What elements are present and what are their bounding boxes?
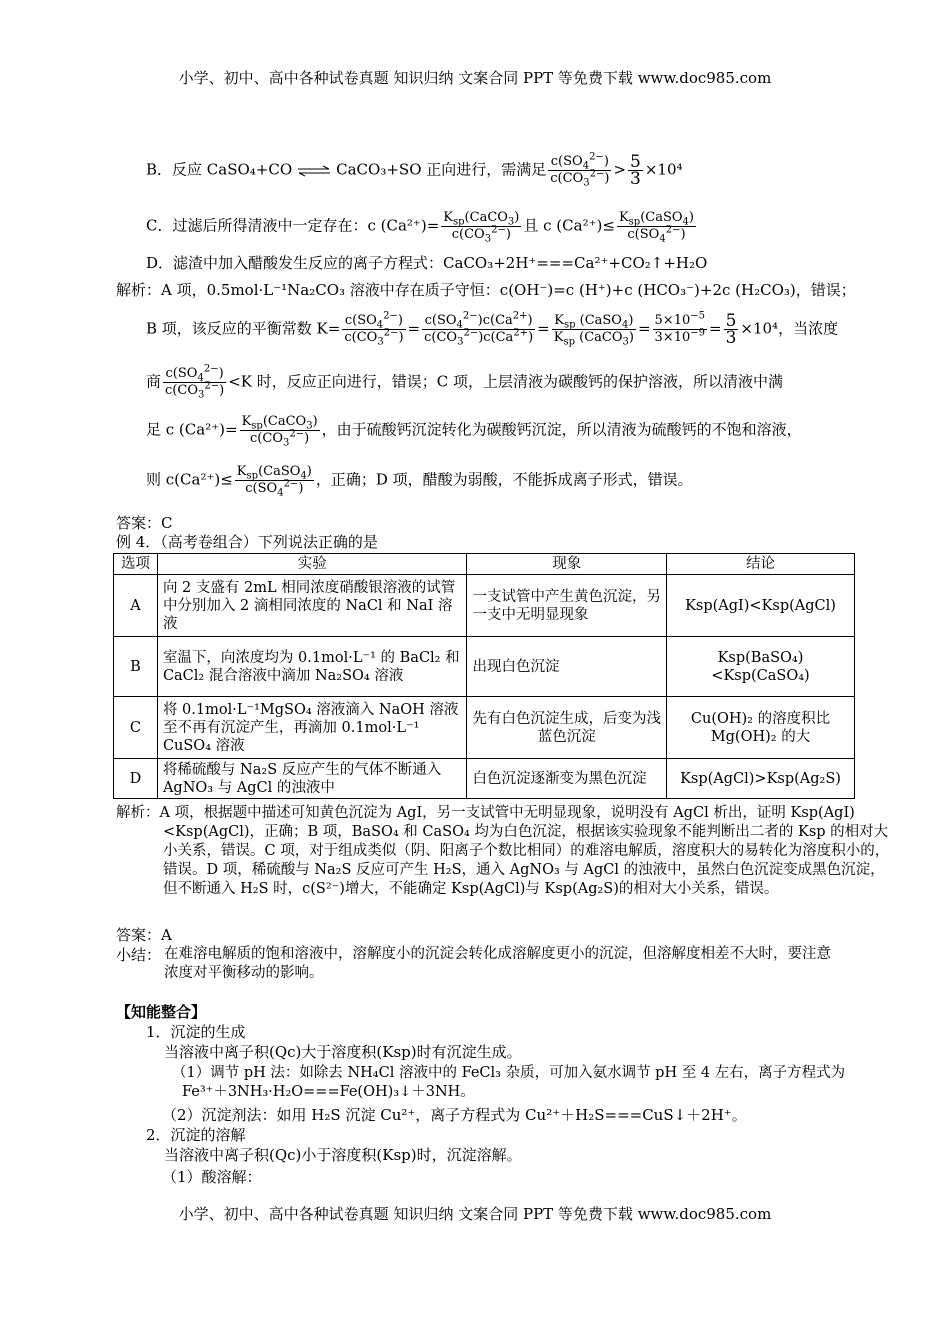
col-header-conclusion: 结论 <box>667 554 855 575</box>
option-b: B．反应 CaSO₄+CO CaCO₃+SO 正向进行，需满足 $\frac{c(SO_4^{2-})}{c(CO_3^{2-})}$ > $\frac{5}{3}$ ×10⁴ <box>146 151 683 189</box>
row-observation: 白色沉淀逐渐变为黑色沉淀 <box>467 759 667 799</box>
fraction-ksp-caco3: $\frac{K_{sp}(CaCO_3)}{c(CO_3^{2-})}$ <box>443 210 520 245</box>
row-conclusion: Cu(OH)₂ 的溶度积比 Mg(OH)₂ 的大 <box>667 697 855 759</box>
q3-analysis-line1: 解析：A 项，0.5mol·L⁻¹Na₂CO₃ 溶液中存在质子守恒：c(OH⁻)=c (H⁺)+c (HCO₃⁻)+2c (H₂CO₃)，错误； <box>116 281 856 299</box>
option-c: C．过滤后所得清液中一定存在：c (Ca²⁺)= $\frac{K_{sp}(CaCO_3)}{c(CO_3^{2-})}$ 且 c (Ca²⁺)≤ $\frac{K_{sp}(CaSO_4)}{c(SO_4^{2-})}$ <box>146 210 694 245</box>
section1-item2: （2）沉淀剂法：如用 H₂S 沉淀 Cu²⁺，离子方程式为 Cu²⁺＋H₂S===CuS↓＋2H⁺。 <box>162 1106 747 1124</box>
table-row <box>114 637 855 697</box>
table-row <box>114 759 855 799</box>
q3-analysis-line3: 商 $\frac{c(SO_4^{2-})}{c(CO_3^{2-})}$ <K 时，反应正向进行，错误；C 项，上层清液为碳酸钙的保护溶液，所以清液中满 <box>146 363 783 401</box>
k-frac-4: $\frac{5\times 10^{-5}}{3\times 10^{-9}}$ <box>654 310 705 345</box>
page-footer: 小学、初中、高中各种试卷真题 知识归纳 文案合同 PPT 等免费下载 www.doc985.com <box>178 1205 772 1223</box>
fraction-so4-co3: $\frac{c(SO_4^{2-})}{c(CO_3^{2-})}$ <box>550 151 610 189</box>
section2-text: 当溶液中离子积(Qc)小于溶度积(Ksp)时，沉淀溶解。 <box>164 1146 522 1164</box>
table-row <box>114 697 855 759</box>
k-frac-5: $\frac{5}{3}$ <box>725 311 737 348</box>
k-frac-1: $\frac{c(SO_4^{2-})}{c(CO_3^{2-})}$ <box>344 310 404 348</box>
table-header-row <box>114 554 855 575</box>
example4-table <box>113 553 855 799</box>
row-conclusion: Ksp(BaSO₄)<Ksp(CaSO₄) <box>667 637 855 697</box>
k-frac-3: $\frac{K_{sp} (CaSO_4)}{K_{sp} (CaCO_3)}$ <box>553 313 634 348</box>
section2-item1: （1）酸溶解： <box>162 1168 262 1186</box>
k-frac-2: $\frac{c(SO_4^{2-})c(Ca^{2+})}{c(CO_3^{2-})c(Ca^{2+})}$ <box>424 310 534 348</box>
row-conclusion: Ksp(AgCl)>Ksp(Ag₂S) <box>667 759 855 799</box>
row-experiment: 向 2 支盛有 2mL 相同浓度硝酸银溶液的试管中分别加入 2 滴相同浓度的 NaCl 和 NaI 溶液 <box>157 575 467 637</box>
row-observation: 一支试管中产生黄色沉淀，另一支中无明显现象 <box>467 575 667 637</box>
q3-answer: 答案：C <box>116 514 173 532</box>
section1-text: 当溶液中离子积(Qc)大于溶度积(Ksp)时有沉淀生成。 <box>164 1043 522 1061</box>
q-frac: $\frac{c(SO_4^{2-})}{c(CO_3^{2-})}$ <box>165 363 225 401</box>
integration-heading: 【知能整合】 <box>116 1003 207 1021</box>
ca-frac-1: $\frac{K_{sp}(CaCO_3)}{c(CO_3^{2-})}$ <box>241 414 318 449</box>
page-header: 小学、初中、高中各种试卷真题 知识归纳 文案合同 PPT 等免费下载 www.doc985.com <box>178 69 772 87</box>
summary-text: 在难溶电解质的饱和溶液中，溶解度小的沉淀会转化成溶解度更小的沉淀，但溶解度相差不大时，要注意浓度对平衡移动的影响。 <box>164 946 831 981</box>
row-experiment: 室温下，向浓度均为 0.1mol·L⁻¹ 的 BaCl₂ 和 CaCl₂ 混合溶液中滴加 Na₂SO₄ 溶液 <box>157 637 467 697</box>
row-option: D <box>114 759 158 799</box>
row-option: A <box>114 575 158 637</box>
row-experiment: 将稀硫酸与 Na₂S 反应产生的气体不断通入 AgNO₃ 与 AgCl 的浊液中 <box>157 759 467 799</box>
section2-title: 2．沉淀的溶解 <box>146 1126 246 1144</box>
row-experiment: 将 0.1mol·L⁻¹MgSO₄ 溶液滴入 NaOH 溶液至不再有沉淀产生，再滴加 0.1mol·L⁻¹ CuSO₄ 溶液 <box>157 697 467 759</box>
example4-analysis: 解析：A 项，根据题中描述可知黄色沉淀为 AgI，另一支试管中无明显现象，说明没有 AgCl 析出，证明 Ksp(AgI)<Ksp(AgCl)，正确；B 项，BaSO₄ 和 CaSO₄ 均为白色沉淀，根据该实验现象不能判断出二者的 Ksp 的相对大小关系，错误。C 项，对于组成类似（阴、阳离子个数比相同）的难溶电解质，溶度积大的易转化为溶度积小的，错误。D 项，稀硫酸与 Na₂S 反应可产生 H₂S，通入 AgNO₃ 与 AgCl 的浊液中，虽然白色沉淀变成黑色沉淀，但不断通入 H₂S 时，c(S²⁻)增大，不能确定 Ksp(AgCl)与 Ksp(Ag₂S)的相对大小关系，错误。 <box>116 805 890 897</box>
col-header-observation: 现象 <box>467 554 667 575</box>
row-option: B <box>114 637 158 697</box>
col-header-option: 选项 <box>114 554 158 575</box>
option-d: D．滤渣中加入醋酸发生反应的离子方程式：CaCO₃+2H⁺===Ca²⁺+CO₂↑+H₂O <box>146 254 708 272</box>
section1-title: 1．沉淀的生成 <box>146 1023 246 1041</box>
example4-answer: 答案：A <box>116 926 172 944</box>
equilibrium-arrow-icon <box>296 165 332 177</box>
section1-item1: （1）调节 pH 法：如除去 NH₄Cl 溶液中的 FeCl₃ 杂质，可加入氨水调节 pH 至 4 左右，离子方程式为 Fe³⁺＋3NH₃·H₂O===Fe(OH)₃↓＋3NH。 <box>172 1065 846 1100</box>
summary-label: 小结： <box>116 946 162 964</box>
example4-title: 例 4．（高考卷组合）下列说法正确的是 <box>116 533 378 551</box>
row-option: C <box>114 697 158 759</box>
col-header-experiment: 实验 <box>157 554 467 575</box>
table-row <box>114 575 855 637</box>
fraction-5-3: $\frac{5}{3}$ <box>630 152 641 189</box>
row-observation: 出现白色沉淀 <box>467 637 667 697</box>
ca-frac-2: $\frac{K_{sp}(CaSO_4)}{c(SO_4^{2-})}$ <box>236 464 312 499</box>
fraction-ksp-caso4: $\frac{K_{sp}(CaSO_4)}{c(SO_4^{2-})}$ <box>618 210 694 245</box>
q3-analysis-line2: B 项，该反应的平衡常数 K= $\frac{c(SO_4^{2-})}{c(CO_3^{2-})}$ = $\frac{c(SO_4^{2-})c(Ca^{2+})}{c(CO_3^{2-})c(Ca^{2+})}$ = $\frac{K_{sp} (CaSO_4)}{K_{sp} (CaCO_3)}$ = $\frac{5\times 10^{-5}}{3\times 10^{-9}}$ = $\frac{5}{3}$ ×10⁴，当浓度 <box>146 310 839 348</box>
row-conclusion: Ksp(AgI)<Ksp(AgCl) <box>667 575 855 637</box>
q3-analysis-line5: 则 c(Ca²⁺)≤ $\frac{K_{sp}(CaSO_4)}{c(SO_4^{2-})}$ ，正确；D 项，醋酸为弱酸，不能拆成离子形式，错误。 <box>146 464 693 499</box>
row-observation: 先有白色沉淀生成，后变为浅蓝色沉淀 <box>467 697 667 759</box>
q3-analysis-line4: 足 c (Ca²⁺)= $\frac{K_{sp}(CaCO_3)}{c(CO_3^{2-})}$ ，由于硫酸钙沉淀转化为碳酸钙沉淀，所以清液为硫酸钙的不饱和溶液， <box>146 414 802 449</box>
